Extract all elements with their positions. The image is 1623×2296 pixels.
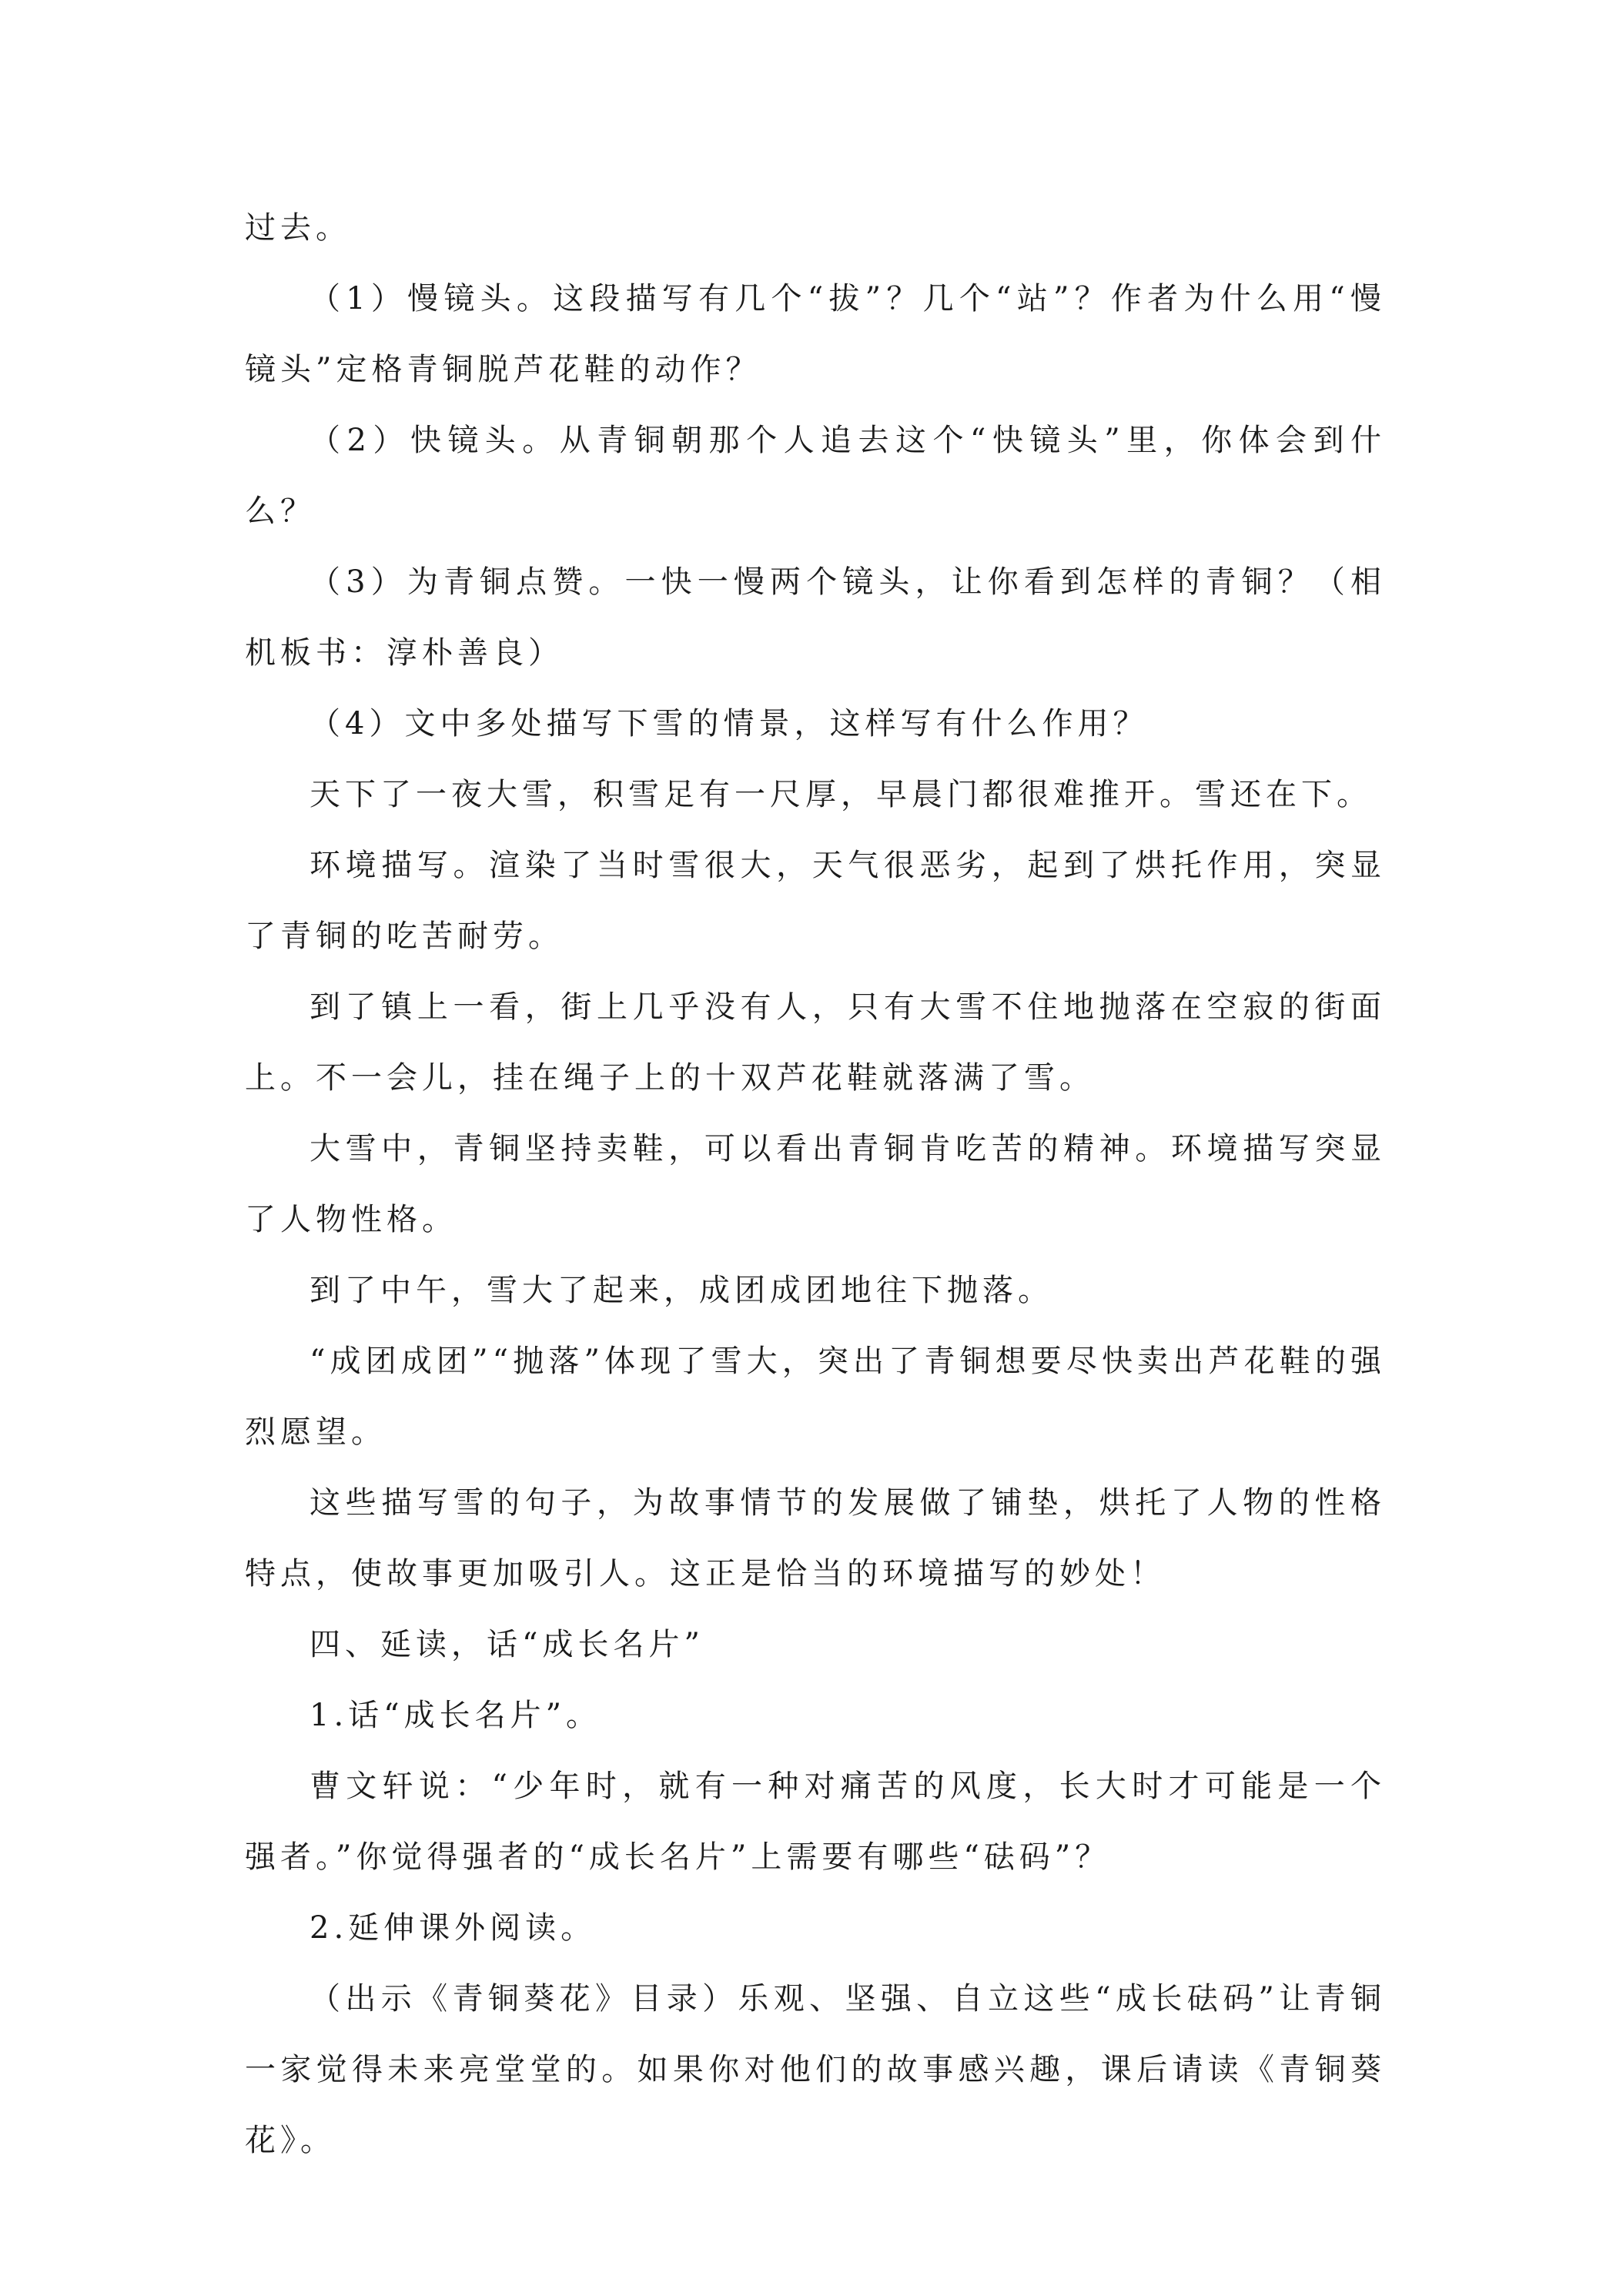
subheading-growth-card: 1.话“成长名片”。 bbox=[310, 1698, 602, 1733]
paragraph-continuation: 过去。 bbox=[245, 210, 351, 246]
paragraph-slow-motion-question: （1）慢镜头。这段描写有几个“拔”？几个“站”？作者为什么用“慢镜头”定格青铜脱芦花鞋的动作？ bbox=[245, 281, 1386, 387]
paragraph-reading-recommendation: （出示《青铜葵花》目录）乐观、坚强、自立这些“成长砝码”让青铜一家觉得未来亮堂堂的。如果你对他们的故事感兴趣，课后请读《青铜葵花》。 bbox=[245, 1981, 1386, 2158]
paragraph-quote-3: 到了中午，雪大了起来，成团成团地往下抛落。 bbox=[310, 1273, 1053, 1308]
paragraph-analysis-2: 大雪中，青铜坚持卖鞋，可以看出青铜肯吃苦的精神。环境描写突显了人物性格。 bbox=[245, 1131, 1386, 1237]
paragraph-quote-1: 天下了一夜大雪，积雪足有一尺厚，早晨门都很难推开。雪还在下。 bbox=[310, 777, 1372, 812]
section-heading-extended-reading: 四、延读，话“成长名片” bbox=[310, 1627, 704, 1662]
paragraph-quote-2: 到了镇上一看，街上几乎没有人，只有大雪不住地抛落在空寂的街面上。不一会儿，挂在绳子上的十双芦花鞋就落满了雪。 bbox=[245, 989, 1386, 1096]
subheading-extracurricular-reading: 2.延伸课外阅读。 bbox=[310, 1910, 597, 1946]
document-body bbox=[245, 192, 1386, 2176]
paragraph-summary: 这些描写雪的句子，为故事情节的发展做了铺垫，烘托了人物的性格特点，使故事更加吸引人。这正是恰当的环境描写的妙处！ bbox=[245, 1485, 1386, 1591]
paragraph-snow-question: （4）文中多处描写下雪的情景，这样写有什么作用？ bbox=[310, 706, 1149, 741]
paragraph-cao-wenxuan-quote: 曹文轩说：“少年时，就有一种对痛苦的风度，长大时才可能是一个强者。”你觉得强者的“成长名片”上需要有哪些“砝码”？ bbox=[245, 1769, 1386, 1875]
paragraph-fast-motion-question: （2）快镜头。从青铜朝那个人追去这个“快镜头”里，你体会到什么？ bbox=[245, 423, 1386, 529]
paragraph-analysis-3: “成团成团”“抛落”体现了雪大，突出了青铜想要尽快卖出芦花鞋的强烈愿望。 bbox=[245, 1344, 1386, 1450]
paragraph-praise-question: （3）为青铜点赞。一快一慢两个镜头，让你看到怎样的青铜？（相机板书：淳朴善良） bbox=[245, 564, 1386, 671]
paragraph-analysis-1: 环境描写。渲染了当时雪很大，天气很恶劣，起到了烘托作用，突显了青铜的吃苦耐劳。 bbox=[245, 848, 1386, 954]
